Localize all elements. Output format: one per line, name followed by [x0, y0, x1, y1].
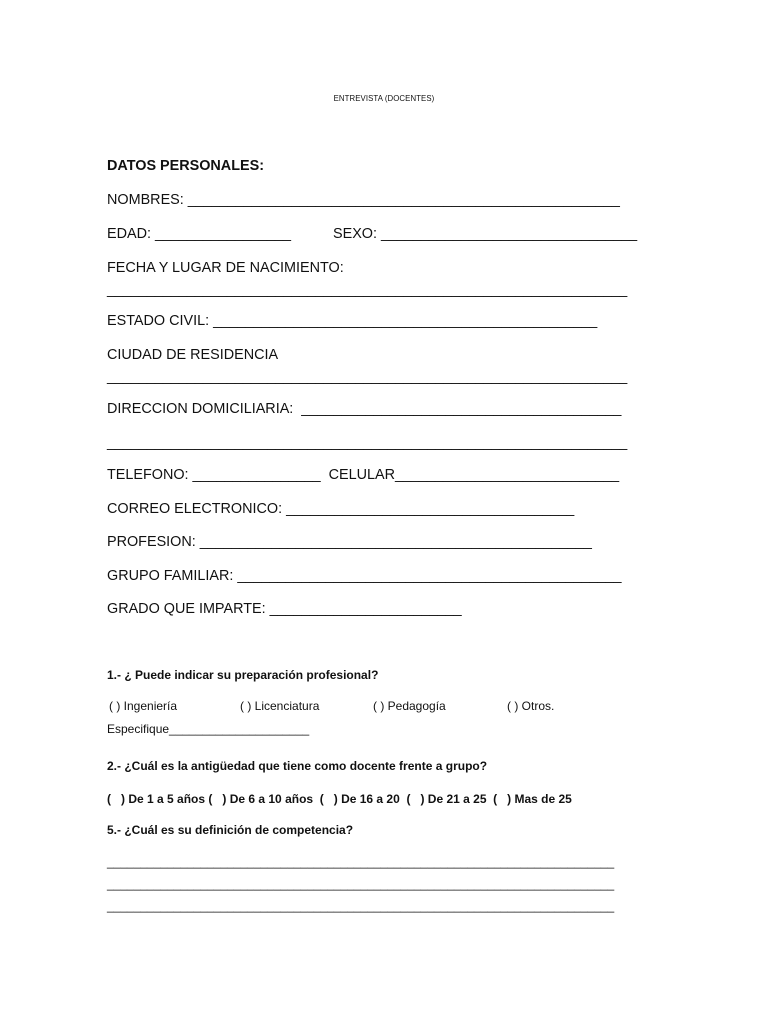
q5-answer-line: ____________________________________________________________________________ — [107, 877, 615, 891]
q5-answer-line: ____________________________________________________________________________ — [107, 899, 615, 913]
question-2: 2.- ¿Cuál es la antigüedad que tiene como docente frente a grupo? — [107, 759, 488, 773]
q1-option-ingenieria: ( ) Ingeniería — [109, 699, 178, 713]
q1-specify-field: Especifique_____________________ — [107, 722, 310, 736]
fecha-line: _________________________________________________________________ — [107, 282, 628, 298]
correo-field: CORREO ELECTRONICO: ____________________________________ — [107, 501, 575, 517]
document-title: ENTREVISTA (DOCENTES) — [333, 94, 435, 103]
grado-field: GRADO QUE IMPARTE: ________________________ — [107, 601, 462, 617]
grupo-familiar-field: GRUPO FAMILIAR: ________________________________________________ — [107, 568, 622, 584]
direccion-line: _________________________________________________________________ — [107, 435, 628, 451]
sexo-field: SEXO: ________________________________ — [333, 226, 638, 242]
q5-answer-line: ____________________________________________________________________________ — [107, 855, 615, 869]
q1-option-otros: ( ) Otros. — [507, 699, 555, 713]
direccion-field: DIRECCION DOMICILIARIA: ________________________________________ — [107, 401, 622, 417]
profesion-field: PROFESION: _________________________________________________ — [107, 534, 592, 550]
question-5: 5.- ¿Cuál es su definición de competencia? — [107, 823, 354, 837]
ciudad-label: CIUDAD DE RESIDENCIA — [107, 347, 279, 363]
fecha-label: FECHA Y LUGAR DE NACIMIENTO: — [107, 260, 344, 276]
q2-options: ( ) De 1 a 5 años ( ) De 6 a 10 años ( ) De 16 a 20 ( ) De 21 a 25 ( ) Mas de 25 — [107, 792, 572, 806]
ciudad-line: _________________________________________________________________ — [107, 369, 628, 385]
nombres-field: NOMBRES: ______________________________________________________ — [107, 192, 620, 208]
q1-option-pedagogia: ( ) Pedagogía — [373, 699, 446, 713]
question-1: 1.- ¿ Puede indicar su preparación profesional? — [107, 668, 379, 682]
personal-data-heading: DATOS PERSONALES: — [107, 158, 264, 174]
edad-field: EDAD: _________________ — [107, 226, 292, 242]
estado-civil-field: ESTADO CIVIL: ________________________________________________ — [107, 313, 598, 329]
telefono-celular-field: TELEFONO: ________________ CELULAR____________________________ — [107, 467, 620, 483]
q1-option-licenciatura: ( ) Licenciatura — [240, 699, 320, 713]
